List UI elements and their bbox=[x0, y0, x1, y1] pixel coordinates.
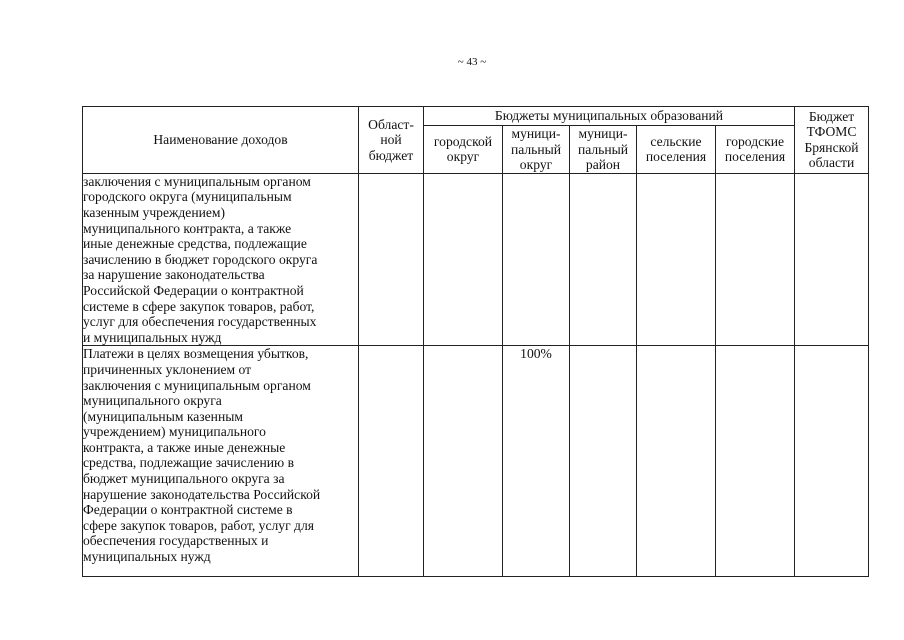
description-line: Платежи в целях возмещения убытков, bbox=[83, 346, 309, 362]
cell-tfoms bbox=[795, 346, 869, 577]
cell-regional bbox=[359, 346, 424, 577]
cell-regional bbox=[359, 173, 424, 346]
header-regional-line: Област- bbox=[368, 116, 414, 132]
header-municipal-district bbox=[503, 126, 570, 174]
description-line: причиненных уклонением от bbox=[83, 361, 252, 377]
header-municipal-district-line: пальный bbox=[510, 141, 562, 157]
header-rural-line: сельские bbox=[650, 133, 702, 149]
header-regional-line: бюджет bbox=[368, 147, 414, 163]
header-tfoms-line: ТФОМС bbox=[806, 124, 857, 140]
description-line: обеспечения государственных и bbox=[83, 533, 269, 549]
description-line: муниципального контракта, а также bbox=[83, 220, 292, 236]
description-line: иные денежные средства, подлежащие bbox=[83, 236, 307, 252]
description-line: системе в сфере закупок товаров, работ, bbox=[83, 298, 315, 314]
description-line: нарушение законодательства Российской bbox=[83, 486, 321, 502]
description-line: городского округа (муниципальным bbox=[83, 189, 292, 205]
description-line: услуг для обеспечения государственных bbox=[83, 314, 317, 330]
revenue-distribution-table bbox=[82, 106, 869, 577]
description-line: заключения с муниципальным органом bbox=[83, 173, 311, 189]
header-rural-line: поселения bbox=[645, 149, 707, 165]
header-regional-line: ной bbox=[380, 132, 402, 148]
cell-municipal-area bbox=[570, 346, 637, 577]
header-municipal-area-line: район bbox=[585, 157, 621, 173]
cell-municipal-district bbox=[503, 173, 570, 346]
header-regional-budget bbox=[359, 107, 424, 174]
header-tfoms-budget bbox=[795, 107, 869, 174]
header-municipal-area-line: пальный bbox=[577, 141, 629, 157]
header-tfoms-line: области bbox=[808, 155, 855, 171]
header-city-district-line: городской bbox=[433, 133, 493, 149]
header-city-district bbox=[424, 126, 503, 174]
description-line: муниципальных нужд bbox=[83, 549, 211, 565]
table-row bbox=[83, 173, 869, 346]
description-line: Федерации о контрактной системе в bbox=[83, 502, 293, 518]
header-revenue-name: Наименование доходов bbox=[83, 107, 359, 174]
description-line: заключения с муниципальным органом bbox=[83, 377, 311, 393]
description-line: зачислению в бюджет городского округа bbox=[83, 251, 318, 267]
description-line: за нарушение законодательства bbox=[83, 267, 265, 283]
revenue-description bbox=[83, 173, 359, 346]
table-row bbox=[83, 346, 869, 577]
header-urban-line: поселения bbox=[724, 149, 786, 165]
header-rural-settlements bbox=[637, 126, 716, 174]
revenue-description bbox=[83, 346, 359, 577]
description-line: и муниципальных нужд bbox=[83, 329, 222, 345]
header-municipal-district-line: округ bbox=[519, 157, 553, 173]
cell-urban bbox=[716, 173, 795, 346]
cell-urban bbox=[716, 346, 795, 577]
cell-rural bbox=[637, 173, 716, 346]
header-urban-settlements bbox=[716, 126, 795, 174]
header-municipal-area bbox=[570, 126, 637, 174]
description-line: контракта, а также иные денежные bbox=[83, 439, 286, 455]
description-line: муниципального округа bbox=[83, 393, 222, 409]
description-line: (муниципальным казенным bbox=[83, 408, 243, 424]
description-line: учреждением) муниципального bbox=[83, 424, 266, 440]
description-line: средства, подлежащие зачислению в bbox=[83, 455, 295, 471]
description-line: казенным учреждением) bbox=[83, 204, 226, 220]
header-urban-line: городские bbox=[725, 133, 785, 149]
cell-rural bbox=[637, 346, 716, 577]
page-number: ~ 43 ~ bbox=[457, 56, 487, 68]
cell-city-district bbox=[424, 173, 503, 346]
cell-municipal-area bbox=[570, 173, 637, 346]
description-line: сфере закупок товаров, работ, услуг для bbox=[83, 517, 315, 533]
header-tfoms-line: Бюджет bbox=[808, 108, 855, 124]
header-municipal-area-line: муници- bbox=[578, 126, 628, 141]
cell-city-district bbox=[424, 346, 503, 577]
cell-tfoms bbox=[795, 173, 869, 346]
header-municipal-budgets: Бюджеты муниципальных образований bbox=[424, 107, 795, 126]
description-line: бюджет муниципального округа за bbox=[83, 471, 285, 487]
header-city-district-line: округ bbox=[446, 149, 480, 165]
cell-municipal-district: 100% bbox=[503, 346, 570, 577]
header-tfoms-line: Брянской bbox=[804, 139, 859, 155]
header-municipal-district-line: муници- bbox=[511, 126, 561, 141]
description-line: Российской Федерации о контрактной bbox=[83, 282, 304, 298]
